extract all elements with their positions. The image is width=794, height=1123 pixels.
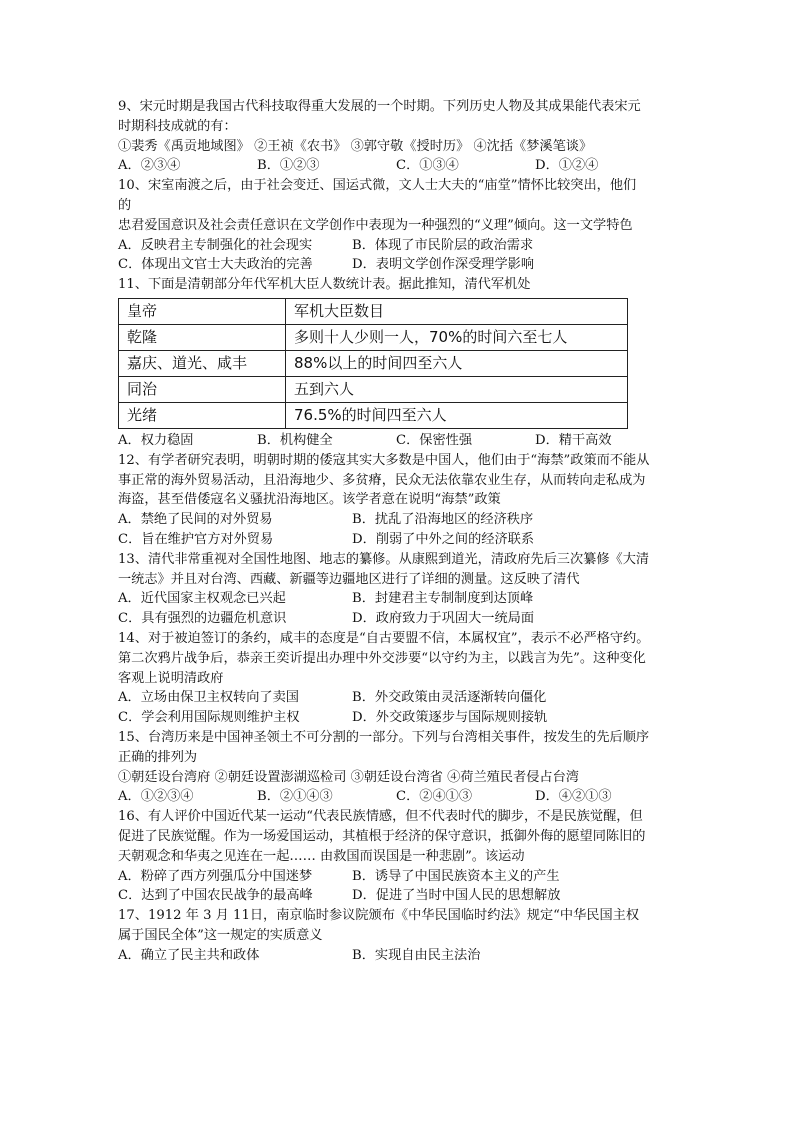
table-cell: 嘉庆、道光、咸丰 [119,350,286,376]
grand-councillors-table [118,298,628,429]
question-stem: 12、有学者研究表明，明朝时期的倭寇其实大多数是中国人，他们由于“海禁”政策而不能从 [118,452,650,468]
option-d: D．政府致力于巩固大一统局面 [352,611,535,627]
option-a: A．确立了民主共和政体 [118,947,260,963]
option-a: A．权力稳固 [118,432,194,448]
option-d: D．促进了当时中国人民的思想解放 [352,888,561,904]
question-stem: 16、有人评价中国近代某一运动“代表民族情感，但不代表时代的脚步，不是民族觉醒，但 [118,809,643,825]
question-stem: 第二次鸦片战争后，恭亲王奕䜣提出办理中外交涉要“以守约为主，以践言为先”。这种变化 [118,650,646,666]
option-b: B．②①④③ [257,789,333,805]
option-b: B．外交政策由灵活逐渐转向僵化 [352,690,547,706]
question-items: ①朝廷设台湾府 ②朝廷设置澎湖巡检司 ③朝廷设台湾省 ④荷兰殖民者侵占台湾 [118,769,579,785]
question-stem: 属于国民全体”这一规定的实质意义 [118,927,323,943]
option-c: C．①③④ [396,158,459,174]
options-row [118,867,694,887]
options-row [118,886,694,906]
option-d: D．④②①③ [535,789,612,805]
question-stem: 客观上说明清政府 [118,670,224,686]
option-b: B．机构健全 [257,432,333,448]
table-row [119,350,628,376]
question-items: ①裴秀《禹贡地域图》 ②王祯《农书》 ③郭守敬《授时历》 ④沈括《梦溪笔谈》 [118,138,593,154]
options-row [118,787,694,807]
option-d: D．①②④ [535,158,599,174]
options-row [118,708,694,728]
question-stem: 忠君爱国意识及社会责任意识在文学创作中表现为一种强烈的“义理”倾向。这一文学特色 [118,217,633,233]
option-a: A．立场由保卫主权转向了卖国 [118,690,299,706]
option-a: A．粉碎了西方列强瓜分中国迷梦 [118,868,313,884]
options-row [118,589,694,609]
option-d: D．精干高效 [535,432,612,448]
table-header-cell: 军机大臣数目 [286,298,628,324]
options-row [118,530,694,550]
question-stem: 促进了民族觉醒。作为一场爱国运动，其植根于经济的保守意识，抵御外侮的愿望同陈旧的 [118,828,646,844]
option-b: B．封建君主专制制度到达顶峰 [352,591,534,607]
option-c: C．保密性强 [396,432,473,448]
option-b: B．实现自由民主法治 [352,947,481,963]
table-cell: 五到六人 [286,376,628,402]
question-11 [118,275,694,451]
question-stem: 14、对于被迫签订的条约，咸丰的态度是“自古要盟不信，本属权宜”，表示不必严格守约。 [118,630,650,646]
option-a: A．反映君主专制强化的社会现实 [118,237,313,253]
question-stem: 时期科技成就的有： [118,118,237,134]
table-cell: 88%以上的时间四至六人 [286,350,628,376]
question-stem: 正确的排列为 [118,749,198,765]
option-c: C．学会利用国际规则维护主权 [118,710,300,726]
question-stem: 的 [118,197,132,213]
question-stem: 海盗，甚至借倭寇名义骚扰沿海地区。该学者意在说明“海禁”政策 [118,492,501,508]
question-9 [118,97,694,176]
table-row [119,402,628,428]
question-17 [118,906,694,965]
option-a: A．②③④ [118,158,181,174]
option-b: B．①②③ [257,158,320,174]
question-12 [118,451,694,550]
option-c: C．具有强烈的边疆危机意识 [118,611,287,627]
options-row [118,255,694,275]
question-10 [118,176,694,275]
options-row [118,688,694,708]
question-16 [118,807,694,906]
question-stem: 9、宋元时期是我国古代科技取得重大发展的一个时期。下列历史人物及其成果能代表宋元 [118,99,641,114]
option-d: D．外交政策逐步与国际规则接轨 [352,710,548,726]
question-stem: 事正常的海外贸易活动，且沿海地少、多贫瘠，民众无法依靠农业生存，从而转向走私成为 [118,472,646,488]
options-row [118,236,694,256]
option-d: D．削弱了中外之间的经济联系 [352,531,535,547]
question-stem: 15、台湾历来是中国神圣领土不可分割的一部分。下列与台湾相关事件，按发生的先后顺序 [118,729,650,745]
options-row [118,609,694,629]
table-cell: 多则十人少则一人，70%的时间六至七人 [286,324,628,350]
option-b: B．体现了市民阶层的政治需求 [352,237,534,253]
question-15 [118,728,694,807]
options-row [118,431,694,451]
question-13 [118,550,694,629]
option-a: A．禁绝了民间的对外贸易 [118,512,273,528]
table-header-cell: 皇帝 [119,298,286,324]
options-row [118,946,694,966]
options-row [118,510,694,530]
option-d: D．表明文学创作深受理学影响 [352,257,535,273]
option-c: C．达到了中国农民战争的最高峰 [118,888,313,904]
option-c: C．旨在维护官方对外贸易 [118,531,274,547]
table-cell: 76.5%的时间四至六人 [286,402,628,428]
option-b: B．扰乱了沿海地区的经济秩序 [352,512,534,528]
option-c: C．②④①③ [396,789,473,805]
option-a: A．①②③④ [118,789,194,805]
option-a: A．近代国家主权观念已兴起 [118,591,286,607]
table-cell: 光绪 [119,402,286,428]
question-stem: 11、下面是清朝部分年代军机大臣人数统计表。据此推知，清代军机处 [118,277,531,293]
table-header-row [119,298,628,324]
table-row [119,376,628,402]
table-row [119,324,628,350]
question-stem: 天朝观念和华夷之见连在一起…… 由救国而误国是一种悲剧”。该运动 [118,848,525,864]
options-row [118,156,694,176]
table-cell: 同治 [119,376,286,402]
table-cell: 乾隆 [119,324,286,350]
option-c: C．体现出文官士大夫政治的完善 [118,257,313,273]
question-stem: 一统志》并且对台湾、西藏、新疆等边疆地区进行了详细的测量。这反映了清代 [118,571,580,587]
question-14 [118,629,694,728]
question-stem: 17、1912 年 3 月 11日，南京临时参议院颁布《中华民国临时约法》规定“中华民国主权 [118,908,640,924]
option-b: B．诱导了中国民族资本主义的产生 [352,868,560,884]
question-stem: 10、宋室南渡之后，由于社会变迁、国运式微，文人士大夫的“庙堂”情怀比较突出，他们 [118,178,637,194]
question-stem: 13、清代非常重视对全国性地图、地志的纂修。从康熙到道光，清政府先后三次纂修《大清 [118,551,650,567]
